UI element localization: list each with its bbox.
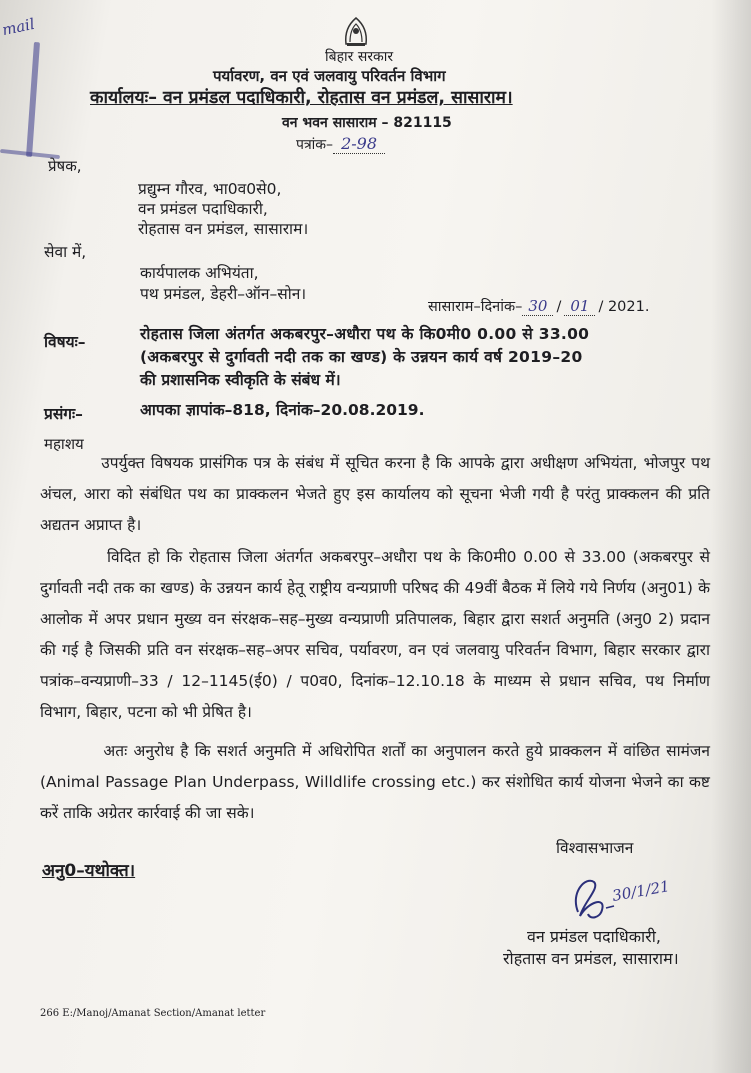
letter-number-label: पत्रांक– (296, 137, 334, 153)
reference-text: आपका ज्ञापांक–818, दिनांक–20.08.2019. (140, 401, 425, 419)
yours-faithfully: विश्वासभाजन (556, 839, 634, 857)
date-year: / 2021. (598, 299, 650, 315)
sign-place: रोहतास वन प्रमंडल, सासाराम। (503, 949, 679, 968)
enclosure-note: अनु0–यथोक्त। (42, 861, 136, 881)
letter-number-value: 2-98 (333, 134, 385, 154)
subject-line-1: रोहतास जिला अंतर्गत अकबरपुर–अधौरा पथ के कि0मी0 0.00 से 33.00 (140, 325, 590, 343)
subject-line-3: की प्रशासनिक स्वीकृति के संबंध में। (140, 371, 341, 389)
body-paragraph-1: उपर्युक्त विषयक प्रासंगिक पत्र के संबंध में सूचित करना है कि आपके द्वारा अधीक्षण अभियंता, भोजपुर पथ अंचल, आरा को संबंधित पथ का प्राक्कलन भेजते हुए इस कार्यालय को सूचना भेजी गयी है परंतु प्राक्कलन की प्रति अद्यतन अप्राप्त है। (40, 454, 710, 534)
state-emblem-icon (338, 14, 374, 48)
subject-line-2: (अकबरपुर से दुर्गावती नदी तक का खण्ड) के उन्नयन कार्य वर्ष 2019–20 (140, 348, 583, 366)
body-paragraph-2: विदित हो कि रोहतास जिला अंतर्गत अकबरपुर–अधौरा पथ के कि0मी0 0.00 से 33.00 (अकबरपुर से दुर्गावती नदी तक का खण्ड) के उन्नयन कार्य हेतू राष्ट्रीय वन्यप्राणी परिषद की 49वीं बैठक में लिये गये निर्णय (अनु01) के आलोक में अपर प्रधान मुख्य वन संरक्षक–सह–मुख्य वन्यप्राणी प्रतिपालक, बिहार द्वारा सशर्त अनुमति (अनु0 2) प्रदान की गई है जिसकी प्रति वन संरक्षक–सह–अपर सचिव, पर्यावरण, वन एवं जलवायु परिवर्तन विभाग, बिहार सरकार द्वारा पत्रांक–वन्यप्राणी–33 / 12–1145(ई0) / प0व0, दिनांक–12.10.18 के माध्यम से प्रधान सचिव, पथ निर्माण विभाग, बिहार, पटना को भी प्रेषित है। (40, 548, 711, 721)
office-address: वन भवन सासाराम – 821115 (282, 115, 452, 131)
recipient-designation: कार्यपालक अभियंता, (140, 264, 259, 282)
sender-designation: वन प्रमंडल पदाधिकारी, (138, 200, 268, 218)
recipient-label: सेवा में, (44, 243, 87, 261)
recipient-place: पथ प्रमंडल, डेहरी–ऑन–सोन। (140, 285, 307, 303)
sign-designation: वन प्रमंडल पदाधिकारी, (527, 927, 661, 946)
date-sep1: / (556, 299, 562, 315)
signature-date: 30/1/21 (610, 877, 671, 905)
margin-note: mail (0, 14, 37, 40)
body-paragraph-3: अतः अनुरोध है कि सशर्त अनुमति में अधिरोपित शर्तों का अनुपालन करते हुये प्राक्कलन में वांछित सामंजन (Animal Passage Plan Underpass, Willdlife crossing etc.) कर संशोधित कार्य योजना भेजने का कष्ट करें ताकि अग्रेतर कार्रवाई की जा सके। (40, 742, 710, 822)
sender-label: प्रेषक, (48, 157, 82, 175)
sender-name: प्रद्युम्न गौरव, भा0व0से0, (138, 180, 282, 198)
govt-name: बिहार सरकार (325, 49, 394, 65)
letter-number (296, 134, 385, 154)
reference-label: प्रसंगः– (44, 405, 83, 423)
subject-label: विषयः– (44, 333, 86, 351)
date-month: 01 (564, 297, 595, 316)
sender-place: रोहतास वन प्रमंडल, सासाराम। (138, 220, 309, 238)
page-edge-shadow (711, 0, 751, 1073)
letter-date (428, 296, 649, 316)
salutation: महाशय (44, 435, 84, 453)
department-name: पर्यावरण, वन एवं जलवायु परिवर्तन विभाग (213, 67, 446, 85)
date-day: 30 (522, 297, 553, 316)
office-title: कार्यालयः– वन प्रमंडल पदाधिकारी, रोहतास वन प्रमंडल, सासाराम। (90, 88, 513, 108)
footer-file-path: 266 E:/Manoj/Amanat Section/Amanat letter (40, 1008, 266, 1019)
date-prefix: सासाराम–दिनांक– (428, 299, 523, 315)
